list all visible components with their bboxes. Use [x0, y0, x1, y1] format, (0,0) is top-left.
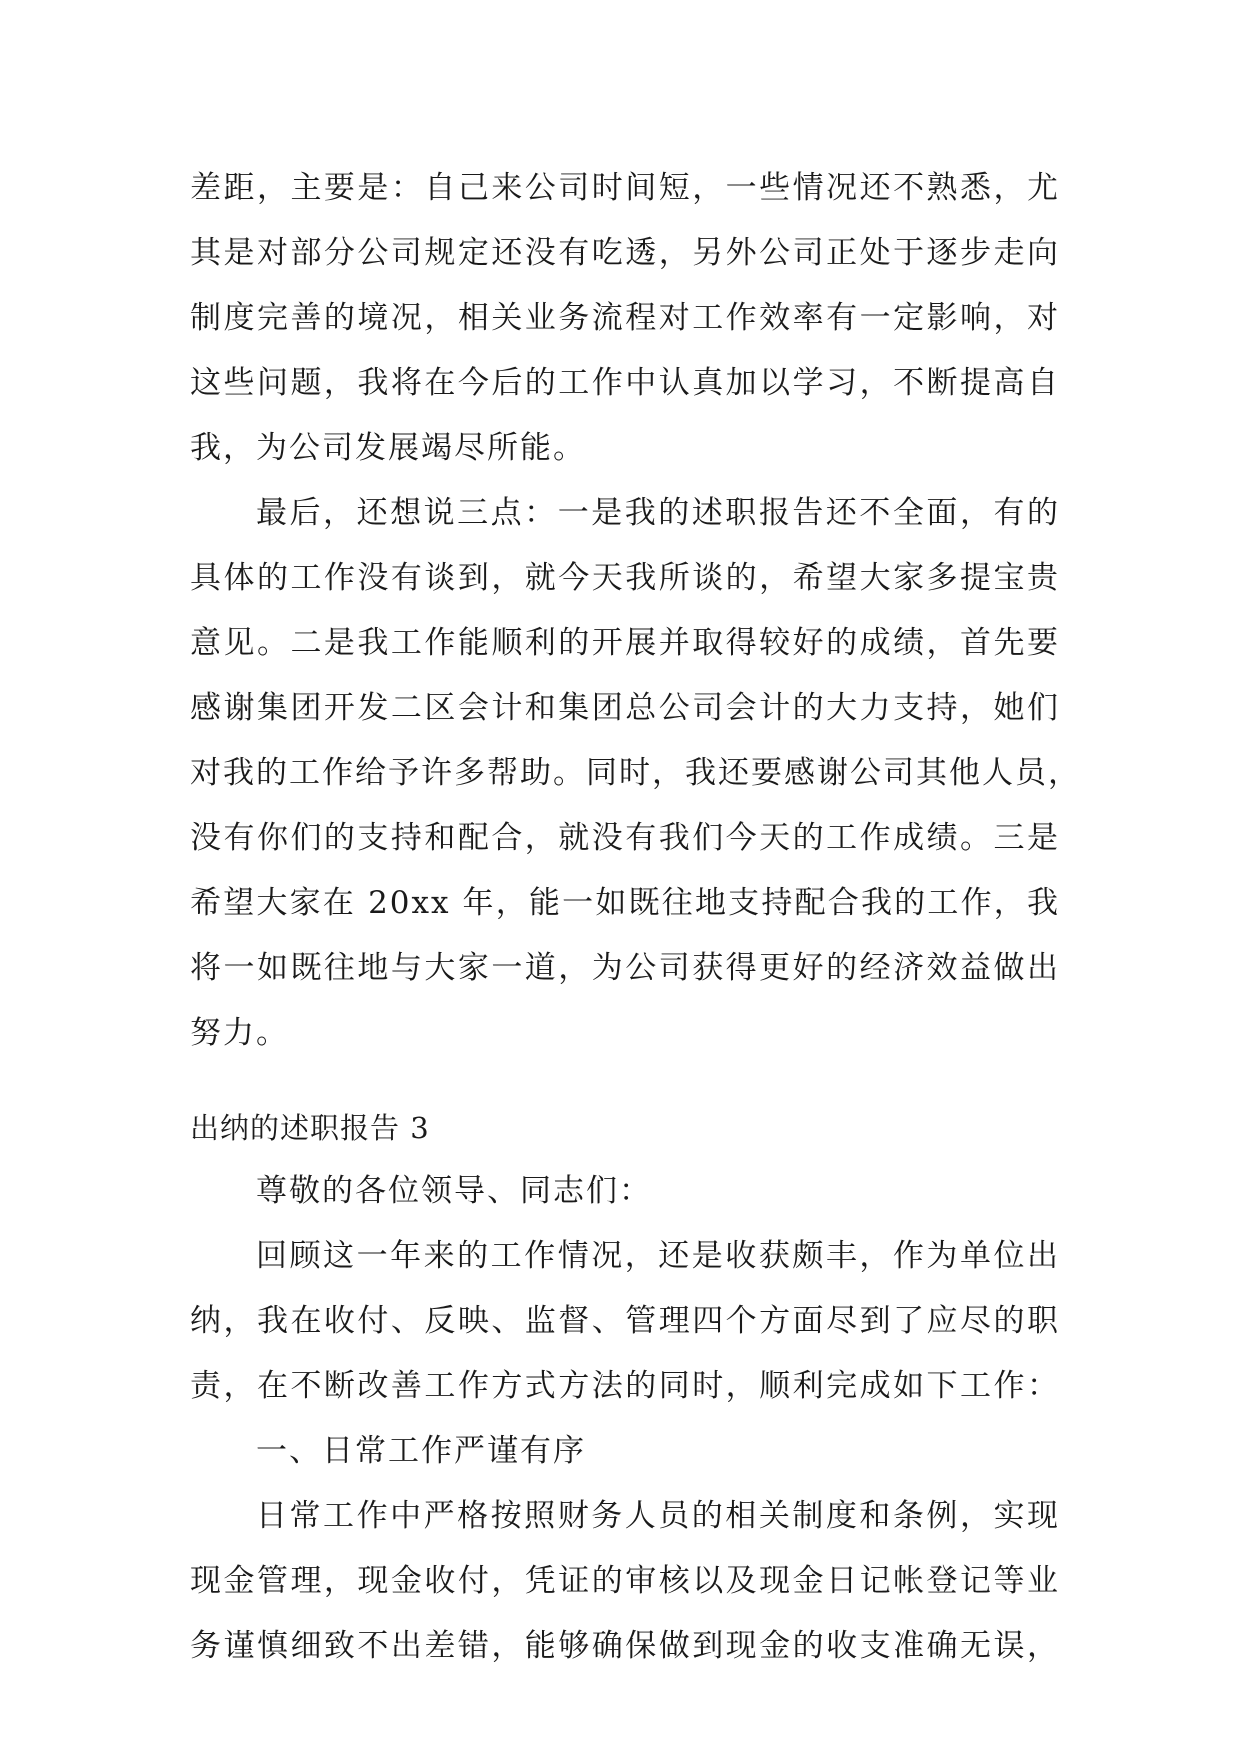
subheading: 一、日常工作严谨有序 — [256, 1433, 586, 1469]
paragraph-line: 制度完善的境况，相关业务流程对工作效率有一定影响，对 — [190, 300, 1060, 336]
paragraph-line: 差距，主要是：自己来公司时间短，一些情况还不熟悉，尤 — [190, 170, 1060, 206]
paragraph-line: 感谢集团开发二区会计和集团总公司会计的大力支持，她们 — [190, 690, 1060, 726]
paragraph-line: 这些问题，我将在今后的工作中认真加以学习，不断提高自 — [190, 365, 1060, 401]
paragraph-line: 务谨慎细致不出差错，能够确保做到现金的收支准确无误， — [190, 1628, 1060, 1664]
paragraph-line: 具体的工作没有谈到，就今天我所谈的，希望大家多提宝贵 — [190, 560, 1060, 596]
paragraph-line: 希望大家在 20xx 年，能一如既往地支持配合我的工作，我 — [190, 885, 1060, 921]
paragraph-line: 努力。 — [190, 1015, 289, 1051]
paragraph-line: 纳，我在收付、反映、监督、管理四个方面尽到了应尽的职 — [190, 1303, 1060, 1339]
paragraph-line: 最后，还想说三点：一是我的述职报告还不全面，有的 — [256, 495, 1060, 531]
paragraph-line: 责，在不断改善工作方式方法的同时，顺利完成如下工作： — [190, 1368, 1060, 1404]
paragraph-line: 其是对部分公司规定还没有吃透，另外公司正处于逐步走向 — [190, 235, 1060, 271]
paragraph-line: 对我的工作给予许多帮助。同时，我还要感谢公司其他人员， — [190, 755, 1081, 791]
paragraph-line: 现金管理，现金收付，凭证的审核以及现金日记帐登记等业 — [190, 1563, 1060, 1599]
paragraph-line: 回顾这一年来的工作情况，还是收获颇丰，作为单位出 — [256, 1238, 1060, 1274]
paragraph-line: 意见。二是我工作能顺利的开展并取得较好的成绩，首先要 — [190, 625, 1060, 661]
section-title: 出纳的述职报告 3 — [190, 1111, 430, 1145]
salutation: 尊敬的各位领导、同志们： — [256, 1173, 652, 1209]
paragraph-line: 我，为公司发展竭尽所能。 — [190, 430, 586, 466]
paragraph-line: 日常工作中严格按照财务人员的相关制度和条例，实现 — [256, 1498, 1060, 1534]
paragraph-line: 没有你们的支持和配合，就没有我们今天的工作成绩。三是 — [190, 820, 1060, 856]
paragraph-line: 将一如既往地与大家一道，为公司获得更好的经济效益做出 — [190, 950, 1060, 986]
